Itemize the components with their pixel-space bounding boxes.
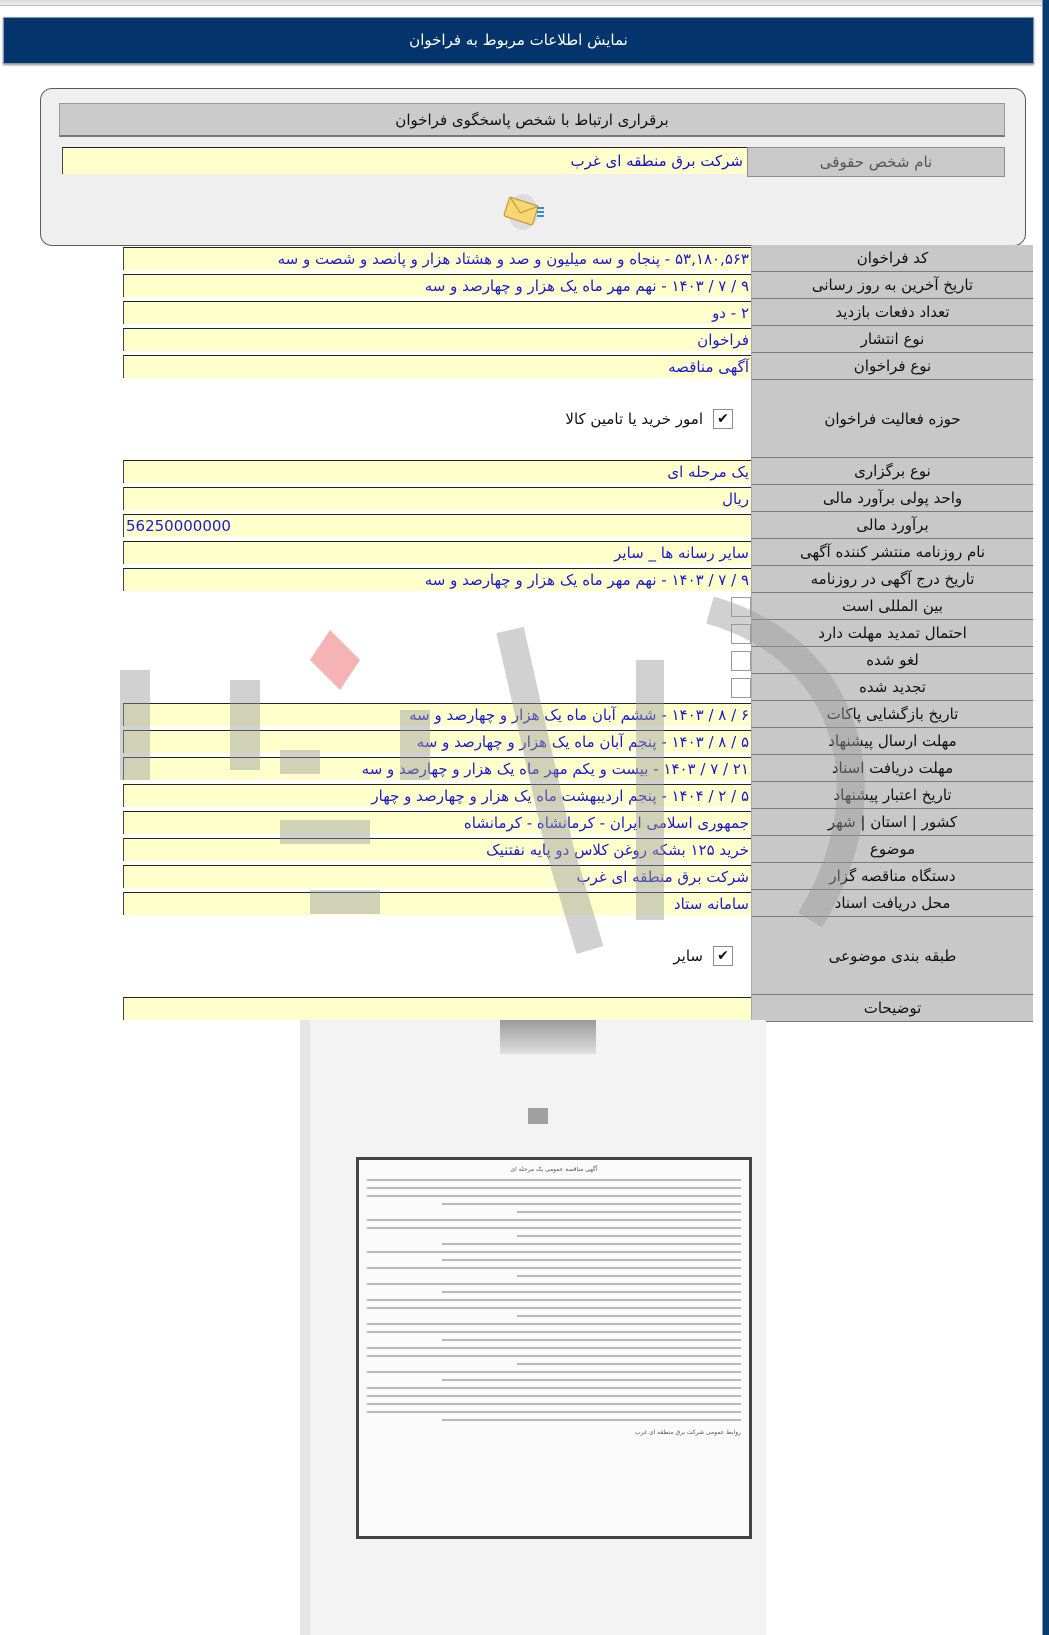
checkbox-unchecked[interactable] bbox=[731, 597, 751, 617]
document-footer: روابط عمومی شرکت برق منطقه ای غرب bbox=[634, 1429, 741, 1436]
field-newspaper-date bbox=[122, 566, 1033, 593]
option-label: امور خرید یا تامین کالا bbox=[565, 410, 703, 428]
document-frame bbox=[356, 1157, 752, 1539]
field-activity-scope bbox=[122, 380, 1033, 458]
field-value: ۶ / ۸ / ۱۴۰۳ - ششم آبان ماه یک هزار و چهارصد و سه bbox=[123, 703, 751, 726]
field-value: 56250000000 bbox=[123, 514, 751, 537]
field-label: نوع انتشار bbox=[751, 326, 1033, 353]
field-label: طبقه بندی موضوعی bbox=[751, 917, 1033, 995]
field-value: ۹ / ۷ / ۱۴۰۳ - نهم مهر ماه یک هزار و چهارصد و سه bbox=[123, 568, 751, 591]
field-international bbox=[122, 593, 1033, 620]
field-value: یک مرحله ای bbox=[123, 460, 751, 483]
field-label: احتمال تمدید مهلت دارد bbox=[751, 620, 1033, 647]
field-value: ریال bbox=[123, 487, 751, 510]
field-value: آگهی مناقصه bbox=[123, 355, 751, 378]
tender-document-image[interactable] bbox=[300, 1020, 766, 1635]
field-label: کد فراخوان bbox=[751, 245, 1033, 272]
field-newspaper bbox=[122, 539, 1033, 566]
field-category bbox=[122, 917, 1033, 995]
checkbox-unchecked[interactable] bbox=[731, 624, 751, 644]
field-value: ۹ / ۷ / ۱۴۰۳ - نهم مهر ماه یک هزار و چهارصد و سه bbox=[123, 274, 751, 297]
page-title: نمایش اطلاعات مربوط به فراخوان bbox=[3, 17, 1034, 64]
field-extension-possible bbox=[122, 620, 1033, 647]
field-value: ۵۳,۱۸۰,۵۶۳ - پنجاه و سه میلیون و صد و هشتاد هزار و پانصد و شصت و سه bbox=[123, 247, 751, 270]
contact-panel-title: برقراری ارتباط با شخص پاسخگوی فراخوان bbox=[59, 103, 1005, 137]
document-title: آگهی مناقصه عمومی یک مرحله ای bbox=[510, 1166, 598, 1173]
field-value: ۲ - دو bbox=[123, 301, 751, 324]
checkbox-unchecked[interactable] bbox=[731, 678, 751, 698]
field-envelope-opening bbox=[122, 701, 1033, 728]
company-logo-icon bbox=[528, 1108, 548, 1124]
field-label: مهلت دریافت اسناد bbox=[751, 755, 1033, 782]
field-visit-count bbox=[122, 299, 1033, 326]
legal-entity-value: شرکت برق منطقه ای غرب bbox=[62, 147, 747, 174]
field-value: ۵ / ۸ / ۱۴۰۳ - پنجم آبان ماه یک هزار و چهارصد و سه bbox=[123, 730, 751, 753]
checkbox-checked[interactable]: ✔ bbox=[713, 946, 733, 966]
field-label: لغو شده bbox=[751, 647, 1033, 674]
checkbox-checked[interactable]: ✔ bbox=[713, 409, 733, 429]
field-label: برآورد مالی bbox=[751, 512, 1033, 539]
field-cancelled bbox=[122, 647, 1033, 674]
field-label: موضوع bbox=[751, 836, 1033, 863]
legal-entity-label: نام شخص حقوقی bbox=[747, 147, 1005, 177]
field-value: سایر رسانه ها _ سایر bbox=[123, 541, 751, 564]
field-label: واحد پولی برآورد مالی bbox=[751, 485, 1033, 512]
tender-details-form bbox=[122, 245, 1033, 1022]
field-description bbox=[122, 995, 1033, 1022]
field-label: بین المللی است bbox=[751, 593, 1033, 620]
field-value: شرکت برق منطقه ای غرب bbox=[123, 865, 751, 888]
field-label: تجدید شده bbox=[751, 674, 1033, 701]
field-document-deadline bbox=[122, 755, 1033, 782]
field-label: نوع فراخوان bbox=[751, 353, 1033, 380]
field-value: ۵ / ۲ / ۱۴۰۴ - پنجم اردیبهشت ماه یک هزار و چهارصد و چهار bbox=[123, 784, 751, 807]
field-subject bbox=[122, 836, 1033, 863]
category-option bbox=[673, 917, 733, 995]
envelope-icon[interactable] bbox=[501, 189, 547, 233]
checkbox-unchecked[interactable] bbox=[731, 651, 751, 671]
field-document-location bbox=[122, 890, 1033, 917]
field-value: خرید ۱۲۵ بشکه روغن کلاس دو پایه نفتنیک bbox=[123, 838, 751, 861]
field-organizer bbox=[122, 863, 1033, 890]
field-label: تاریخ آخرین به روز رسانی bbox=[751, 272, 1033, 299]
field-label: کشور | استان | شهر bbox=[751, 809, 1033, 836]
field-label: توضیحات bbox=[751, 995, 1033, 1022]
field-currency bbox=[122, 485, 1033, 512]
field-location bbox=[122, 809, 1033, 836]
field-tender-type bbox=[122, 353, 1033, 380]
field-proposal-deadline bbox=[122, 728, 1033, 755]
field-proposal-validity bbox=[122, 782, 1033, 809]
field-holding-type bbox=[122, 458, 1033, 485]
field-renewed bbox=[122, 674, 1033, 701]
field-estimate bbox=[122, 512, 1033, 539]
contact-panel bbox=[40, 88, 1026, 246]
field-label: تاریخ اعتبار پیشنهاد bbox=[751, 782, 1033, 809]
field-label: محل دریافت اسناد bbox=[751, 890, 1033, 917]
field-label: مهلت ارسال پیشنهاد bbox=[751, 728, 1033, 755]
option-label: سایر bbox=[673, 947, 703, 965]
field-publish-type bbox=[122, 326, 1033, 353]
field-tender-code bbox=[122, 245, 1033, 272]
field-value: سامانه ستاد bbox=[123, 892, 751, 915]
field-label: حوزه فعالیت فراخوان bbox=[751, 380, 1033, 458]
field-last-update bbox=[122, 272, 1033, 299]
window-top-strip bbox=[0, 0, 1049, 6]
field-value: ۲۱ / ۷ / ۱۴۰۳ - بیست و یکم مهر ماه یک هزار و چهارصد و سه bbox=[123, 757, 751, 780]
scrollbar[interactable] bbox=[1042, 0, 1049, 1635]
field-label: نوع برگزاری bbox=[751, 458, 1033, 485]
field-label: تاریخ درج آگهی در روزنامه bbox=[751, 566, 1033, 593]
field-label: تاریخ بازگشایی پاکات bbox=[751, 701, 1033, 728]
document-top-bar bbox=[500, 1020, 596, 1054]
field-label: نام روزنامه منتشر کننده آگهی bbox=[751, 539, 1033, 566]
field-value: جمهوری اسلامی ایران - کرمانشاه - کرمانشاه bbox=[123, 811, 751, 834]
field-label: تعداد دفعات بازدید bbox=[751, 299, 1033, 326]
activity-scope-option bbox=[565, 380, 733, 458]
field-value: فراخوان bbox=[123, 328, 751, 351]
field-value bbox=[123, 997, 751, 1020]
field-label: دستگاه مناقصه گزار bbox=[751, 863, 1033, 890]
